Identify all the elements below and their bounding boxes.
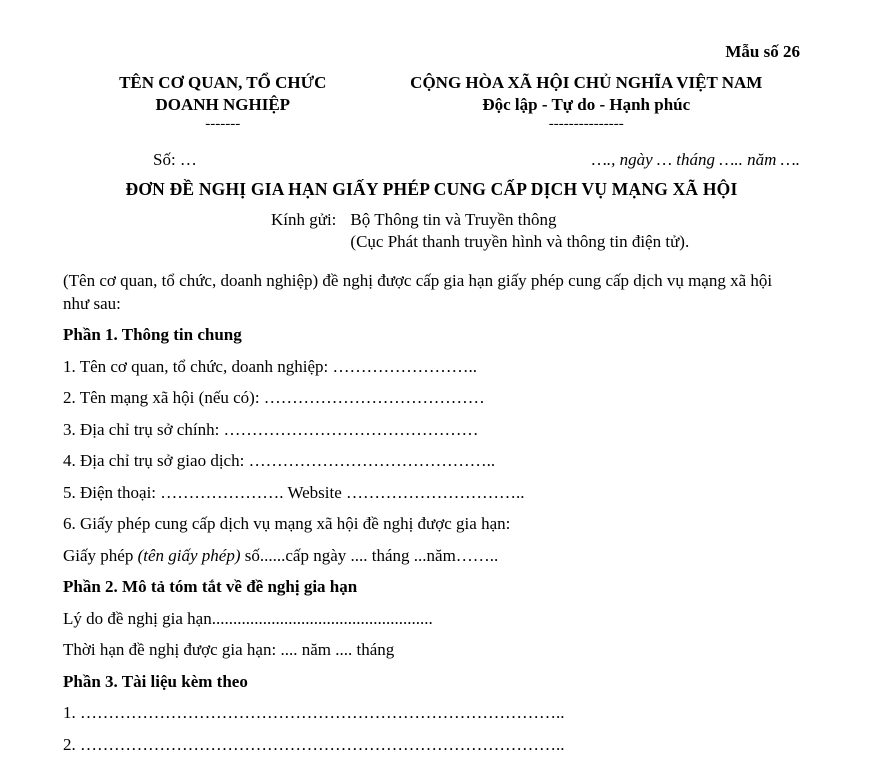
intro-paragraph: (Tên cơ quan, tổ chức, doanh nghiệp) đề nghị được cấp gia hạn giấy phép cung cấp dịch vụ mạng xã hội như sau: bbox=[63, 271, 773, 313]
field-transaction-office-address: 4. Địa chỉ trụ sở giao dịch: …………………………………….. bbox=[63, 451, 496, 470]
license-details-pre: Giấy phép bbox=[63, 545, 138, 565]
attachment-item-2: 2. ………………………………………………………………………….. bbox=[63, 734, 565, 754]
document-title: ĐƠN ĐỀ NGHỊ GIA HẠN GIẤY PHÉP CUNG CẤP DỊCH VỤ MẠNG XÃ HỘI bbox=[125, 179, 738, 199]
field-extension-duration: Thời hạn đề nghị được gia hạn: .... năm .... tháng bbox=[63, 640, 395, 659]
field-phone-website: 5. Điện thoại: …………………. Website ………………………….. bbox=[63, 482, 525, 502]
recipient-line-2: (Cục Phát thanh truyền hình và thông tin điện tử). bbox=[350, 232, 690, 251]
field-organization-name: 1. Tên cơ quan, tổ chức, doanh nghiệp: …………………….. bbox=[63, 356, 478, 376]
attachment-item-1: 1. ………………………………………………………………………….. bbox=[63, 703, 565, 722]
national-motto-block bbox=[373, 72, 800, 132]
section-3-heading: Phần 3. Tài liệu kèm theo bbox=[63, 671, 248, 691]
recipient-lines bbox=[350, 209, 689, 253]
field-social-network-name: 2. Tên mạng xã hội (nếu có): ………………………………… bbox=[63, 388, 485, 407]
section-2-heading: Phần 2. Mô tả tóm tắt về đề nghị gia hạn bbox=[63, 577, 358, 596]
field-license-to-extend: 6. Giấy phép cung cấp dịch vụ mạng xã hội đề nghị được gia hạn: bbox=[63, 514, 511, 533]
license-details-name-placeholder: (tên giấy phép) bbox=[137, 545, 241, 565]
motto-divider: --------------- bbox=[548, 116, 624, 132]
license-details-post: số......cấp ngày .... tháng ...năm…….. bbox=[240, 545, 499, 565]
document-header bbox=[63, 72, 800, 132]
meta-row bbox=[63, 150, 800, 170]
field-license-details bbox=[63, 545, 800, 568]
issuer-divider: ------- bbox=[205, 116, 241, 132]
document-number: Số: … bbox=[153, 150, 197, 169]
recipient-block bbox=[271, 209, 800, 253]
national-motto: Độc lập - Tự do - Hạnh phúc bbox=[482, 95, 691, 114]
section-1-heading: Phần 1. Thông tin chung bbox=[63, 325, 242, 344]
issuer-line-2: DOANH NGHIỆP bbox=[155, 95, 291, 114]
document-date: …., ngày … tháng ….. năm …. bbox=[591, 150, 800, 169]
field-extension-reason: Lý do đề nghị gia hạn.................................................... bbox=[63, 608, 433, 628]
issuer-block bbox=[63, 72, 373, 132]
recipient-line-1: Bộ Thông tin và Truyền thông bbox=[350, 210, 557, 229]
recipient-label: Kính gửi: bbox=[271, 210, 337, 229]
national-title: CỘNG HÒA XÃ HỘI CHỦ NGHĨA VIỆT NAM bbox=[410, 73, 763, 92]
field-head-office-address: 3. Địa chỉ trụ sở chính: ……………………………………… bbox=[63, 419, 479, 439]
form-number-label: Mẫu số 26 bbox=[725, 42, 800, 61]
issuer-line-1: TÊN CƠ QUAN, TỔ CHỨC bbox=[119, 73, 327, 92]
